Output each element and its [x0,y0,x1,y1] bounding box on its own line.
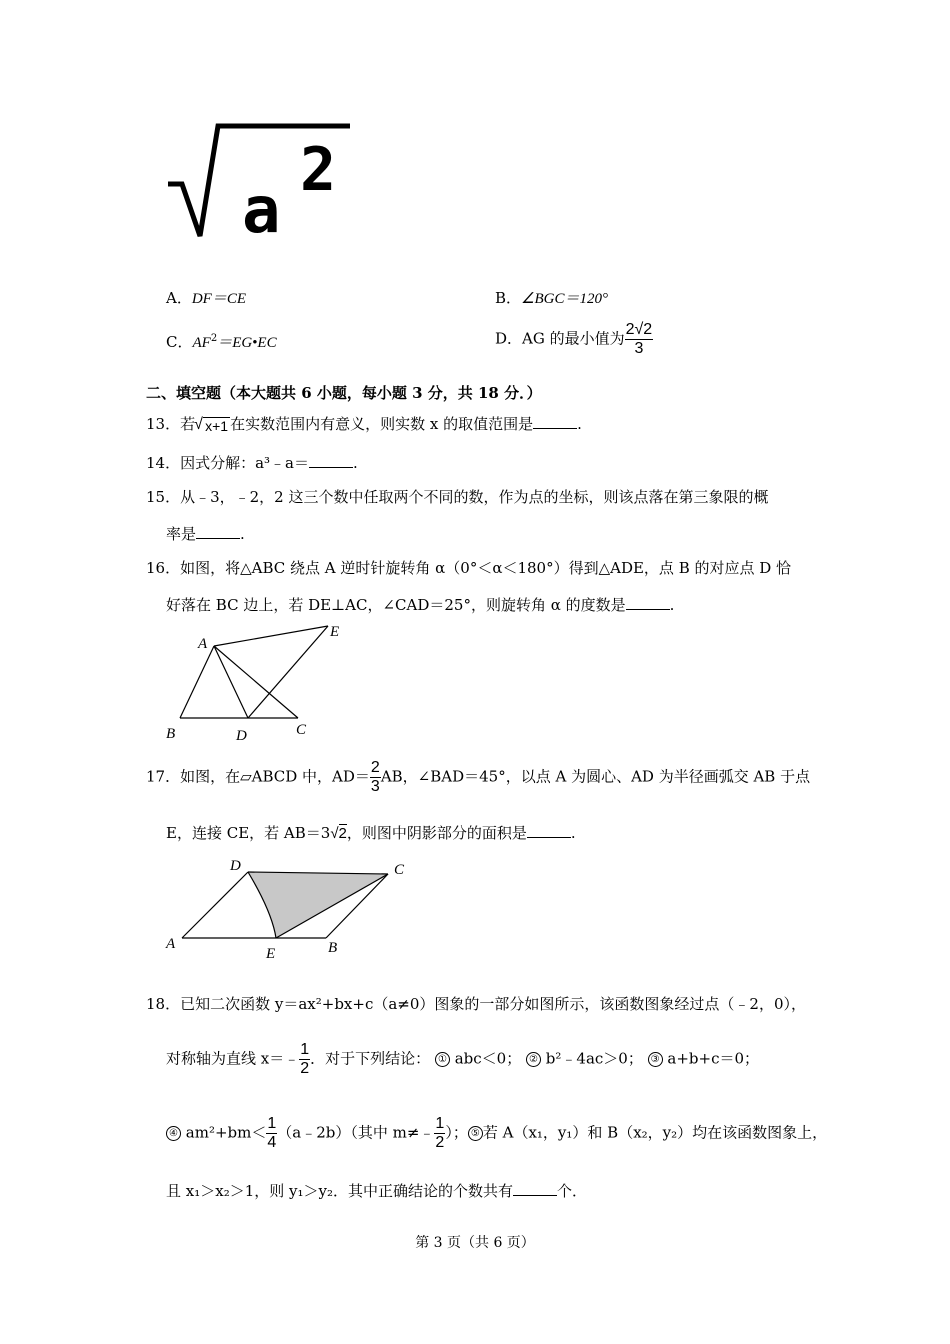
question-18-line1: 18．已知二次函数 y＝ax²+bx+c（a≠0）图象的一部分如图所示，该函数图象经过点（﹣2，0）， [146,995,806,1013]
label-c: C [296,722,307,738]
option-b: B．∠BGC＝120° [495,289,608,307]
parallelogram-figure [160,852,420,964]
question-13: 13．若 √ x+1 在实数范围内有意义，则实数 x 的取值范围是 . [146,415,582,434]
label-d: D [236,728,247,744]
question-18-line4: 且 x₁＞x₂＞1，则 y₁＞y₂．其中正确结论的个数共有 个． [166,1182,588,1200]
label-a: A [198,636,208,652]
question-15-line1: 15．从﹣3，﹣2，2 这三个数中任取两个不同的数，作为点的坐标，则该点落在第三象限的概 [146,488,769,506]
question-17-line2: E，连接 CE，若 AB＝3√2，则图中阴影部分的面积是 . [166,824,576,842]
side-ac [214,646,298,718]
question-16-line2: 好落在 BC 边上，若 DE⊥AC，∠CAD＝25°，则旋转角 α 的度数是 . [166,596,675,614]
label-a: A [166,936,176,952]
question-17-line1: 17．如图，在▱ABCD 中，AD＝ $\frac{2}{3}$ AB，∠BAD＝45°，以点 A 为圆心、AD 为半径画弧交 AB 于点 [146,759,811,795]
triangle-rotation-figure [160,620,360,746]
question-18-line3: ④ am²+bm＜ $\frac{1}{4}$ （a﹣2b）（其中 m≠﹣ $\frac{1}{2}$ ）； ⑤ 若 A（x₁，y₁）和 B（x₂，y₂）均在该函数图象上， [166,1116,827,1151]
sqrt-exponent: 2 [300,135,337,205]
label-e: E [330,624,340,640]
sqrt-base: a [242,174,281,246]
side-ae [214,626,328,646]
question-15-line2: 率是 . [166,525,245,543]
sqrt-a-squared-image [160,118,360,246]
side-ad [182,872,248,938]
label-d: D [230,858,241,874]
option-a: A．DF＝CE [166,289,247,307]
question-18-line2: 对称轴为直线 x＝﹣ $\frac{1}{2}$ ．对于下列结论： ① abc＜0； ② b²﹣4ac＞0； ③ a+b+c＝0； [166,1041,760,1077]
side-de [248,626,328,718]
side-ab [180,646,214,718]
side-ad [214,646,248,718]
label-b: B [328,940,338,956]
label-b: B [166,726,176,742]
option-c: C．$AF^2=EG•EC$ [166,333,277,351]
question-14: 14．因式分解：a³﹣a＝ . [146,454,358,472]
label-c: C [394,862,405,878]
shaded-region [248,872,388,938]
label-e: E [266,946,276,962]
option-d: D．AG 的最小值为 $\frac{2√2}{3}$ [495,321,653,357]
page-footer: 第 3 页（共 6 页） [415,1235,535,1251]
section-title: 二、填空题（本大题共 6 小题，每小题 3 分，共 18 分．） [146,384,542,402]
question-16-line1: 16．如图，将△ABC 绕点 A 逆时针旋转角 α（0°＜α＜180°）得到△ADE，点 B 的对应点 D 恰 [146,559,792,577]
